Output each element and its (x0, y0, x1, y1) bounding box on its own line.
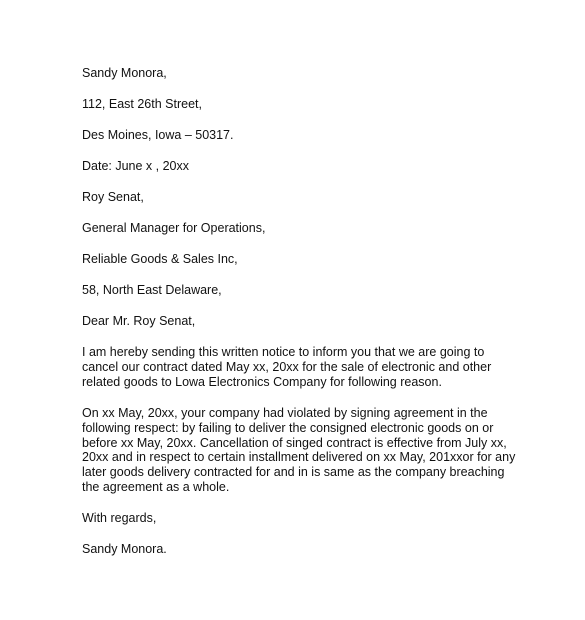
paragraph-line: On xx May, 20xx, your company had violated by signing agreement in the (82, 405, 488, 420)
letter-body (82, 66, 522, 557)
recipient-name: Roy Senat, (82, 190, 144, 204)
signature: Sandy Monora. (82, 542, 167, 557)
paragraph-line: the agreement as a whole. (82, 480, 230, 495)
paragraph-line: following respect: by failing to deliver the consigned electronic goods on or (82, 420, 494, 435)
paragraph-line: later goods delivery contracted for and in is same as the company breaching (82, 465, 505, 480)
sender-name: Sandy Monora, (82, 66, 167, 80)
paragraph-line: cancel our contract dated May xx, 20xx for the sale of electronic and other (82, 359, 492, 374)
paragraph-line: I am hereby sending this written notice to inform you that we are going to (82, 345, 485, 359)
letter-date: Date: June x , 20xx (82, 159, 190, 173)
closing: With regards, (82, 511, 157, 526)
paragraph-line: related goods to Lowa Electronics Company for following reason. (82, 374, 442, 389)
sender-street: 112, East 26th Street, (82, 97, 202, 111)
salutation: Dear Mr. Roy Senat, (82, 314, 196, 328)
recipient-title: General Manager for Operations, (82, 221, 266, 235)
paragraph-line: 20xx and in respect to certain installment delivered on xx May, 201xxor for any (82, 450, 516, 465)
paragraph-reason (82, 406, 522, 495)
paragraph-line: before xx May, 20xx. Cancellation of singed contract is effective from July xx, (82, 435, 507, 450)
paragraph-notice (82, 345, 522, 390)
recipient-address: 58, North East Delaware, (82, 283, 222, 297)
sender-city: Des Moines, Iowa – 50317. (82, 128, 234, 142)
recipient-company: Reliable Goods & Sales Inc, (82, 252, 238, 266)
